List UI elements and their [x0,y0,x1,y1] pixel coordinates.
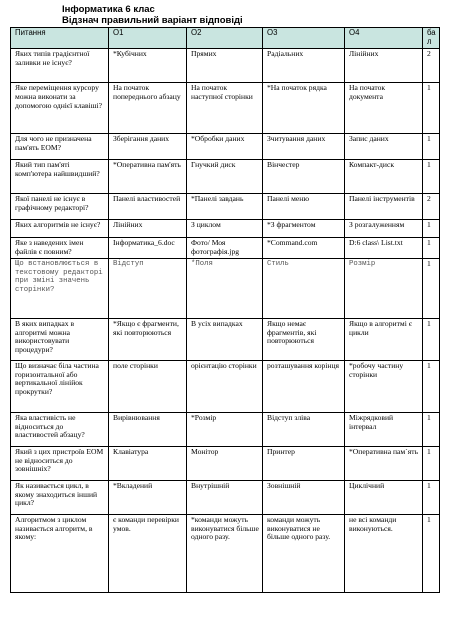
option-4-cell: Циклічний [345,480,423,514]
option-3-cell: Якщо немає фрагментів, які повторюються [263,318,345,360]
option-1-cell: *Якщо є фрагменти, які повторюються [109,318,187,360]
option-2-cell: орієнтацію сторінки [187,360,263,412]
option-4-cell: *робочу частину сторінки [345,360,423,412]
option-3-cell: команди можуть виконуватися не більше одного разу. [263,514,345,592]
score-cell: 1 [423,412,440,446]
option-1-cell: Клавіатура [109,446,187,480]
option-4-cell: З розгалуженням [345,219,423,237]
table-row [11,318,440,360]
score-cell: 1 [423,237,440,258]
question-cell: Яка властивість не відноситься до властивостей абзацу? [11,412,109,446]
table-row [11,133,440,159]
option-4-cell: D:6 class\ List.txt [345,237,423,258]
score-cell: 2 [423,193,440,219]
question-cell: Алгоритмом з циклом називається алгоритм, в якому: [11,514,109,592]
column-header-question: Питання [11,28,109,49]
document-header [62,4,243,26]
option-2-cell: *Обробки даних [187,133,263,159]
document-title: Інформатика 6 клас [62,4,155,15]
option-4-cell: На початок документа [345,82,423,133]
table-row [11,360,440,412]
score-cell: 1 [423,514,440,592]
table-row [11,258,440,318]
question-cell: Яке переміщення курсору можна виконати за допомогою однієї клавіші? [11,82,109,133]
option-1-cell: Лінійних [109,219,187,237]
option-3-cell: Радіальних [263,48,345,82]
option-1-cell: *Оперативна пам'ять [109,159,187,193]
quiz-table [10,27,440,593]
option-1-cell: *Вкладений [109,480,187,514]
option-4-cell: Панелі інструментів [345,193,423,219]
question-cell: Який тип пам'яті комп'ютера найшвидший? [11,159,109,193]
option-2-cell: На початок наступної сторінки [187,82,263,133]
option-3-cell: *На початок рядка [263,82,345,133]
question-cell: Для чого не призначена пам'ять ЕОМ? [11,133,109,159]
option-1-cell: Відступ [109,258,187,318]
table-row [11,219,440,237]
question-cell: Що визначає біла частина горизонтальної або вертикальної лінійок прокрутки? [11,360,109,412]
option-3-cell: *З фрагментом [263,219,345,237]
document-instruction: Відзнач правильний варіант відповіді [62,15,243,26]
score-cell: 1 [423,258,440,318]
table-row [11,514,440,592]
option-3-cell: Принтер [263,446,345,480]
column-header-option-4: О4 [345,28,423,49]
table-row [11,159,440,193]
option-2-cell: *Розмір [187,412,263,446]
score-cell: 1 [423,159,440,193]
score-cell: 1 [423,446,440,480]
score-cell: 1 [423,360,440,412]
question-cell: Яких алгоритмів не існує? [11,219,109,237]
option-2-cell: Монітор [187,446,263,480]
score-cell: 1 [423,82,440,133]
option-4-cell: Міжрядковий інтервал [345,412,423,446]
option-2-cell: В усіх випадках [187,318,263,360]
quiz-table-body [11,48,440,592]
option-2-cell: Фото/ Моя фотографія.jpg [187,237,263,258]
question-cell: Якої панелі не існує в графічному редакторі? [11,193,109,219]
option-2-cell: *Панелі завдань [187,193,263,219]
table-row [11,237,440,258]
option-4-cell: Лінійних [345,48,423,82]
option-3-cell: розташування корінця [263,360,345,412]
option-1-cell: Вирівнювання [109,412,187,446]
question-cell: Яких типів градієнтної заливки не існує? [11,48,109,82]
option-1-cell: поле сторінки [109,360,187,412]
option-3-cell: *Command.com [263,237,345,258]
option-4-cell: Компакт-диск [345,159,423,193]
score-cell: 1 [423,318,440,360]
option-4-cell: не всі команди виконуються. [345,514,423,592]
option-1-cell: На початок попереднього абзацу [109,82,187,133]
option-3-cell: Зовнішній [263,480,345,514]
option-3-cell: Зчитування даних [263,133,345,159]
option-4-cell: *Оперативна пам`ять [345,446,423,480]
column-header-option-3: О3 [263,28,345,49]
question-cell: Який з цих пристроїв ЕОМ не відноситься до зовнішніх? [11,446,109,480]
column-header-option-1: О1 [109,28,187,49]
score-cell: 1 [423,480,440,514]
option-1-cell: Інформатика_6.doc [109,237,187,258]
option-4-cell: Якщо в алгоритмі є цикли [345,318,423,360]
table-row [11,193,440,219]
table-row [11,82,440,133]
table-row [11,446,440,480]
option-4-cell: Розмір [345,258,423,318]
score-cell: 1 [423,219,440,237]
option-2-cell: Внутрішній [187,480,263,514]
question-cell: Яке з наведених імен файлів є повним? [11,237,109,258]
table-row [11,48,440,82]
option-1-cell: Зберігання даних [109,133,187,159]
option-1-cell: *Кубічних [109,48,187,82]
option-3-cell: Панелі меню [263,193,345,219]
question-cell: Як називається цикл, в якому знаходиться інший цикл? [11,480,109,514]
question-cell: Що встановлюється в текстовому редакторі при зміні значень сторінки? [11,258,109,318]
option-2-cell: З циклом [187,219,263,237]
question-cell: В яких випадках в алгоритмі можна використовувати процедури? [11,318,109,360]
option-1-cell: Панелі властивостей [109,193,187,219]
table-row [11,412,440,446]
option-2-cell: *команди можуть виконуватися більше одного разу. [187,514,263,592]
table-header-row [11,28,440,49]
column-header-score: ба л [423,28,440,49]
score-cell: 1 [423,133,440,159]
option-3-cell: Стиль [263,258,345,318]
option-2-cell: *Поля [187,258,263,318]
option-1-cell: є команди перевірки умов. [109,514,187,592]
table-row [11,480,440,514]
column-header-option-2: О2 [187,28,263,49]
option-2-cell: Прямих [187,48,263,82]
option-4-cell: Запис даних [345,133,423,159]
option-3-cell: Вінчестер [263,159,345,193]
option-3-cell: Відступ зліва [263,412,345,446]
score-cell: 2 [423,48,440,82]
option-2-cell: Гнучкий диск [187,159,263,193]
